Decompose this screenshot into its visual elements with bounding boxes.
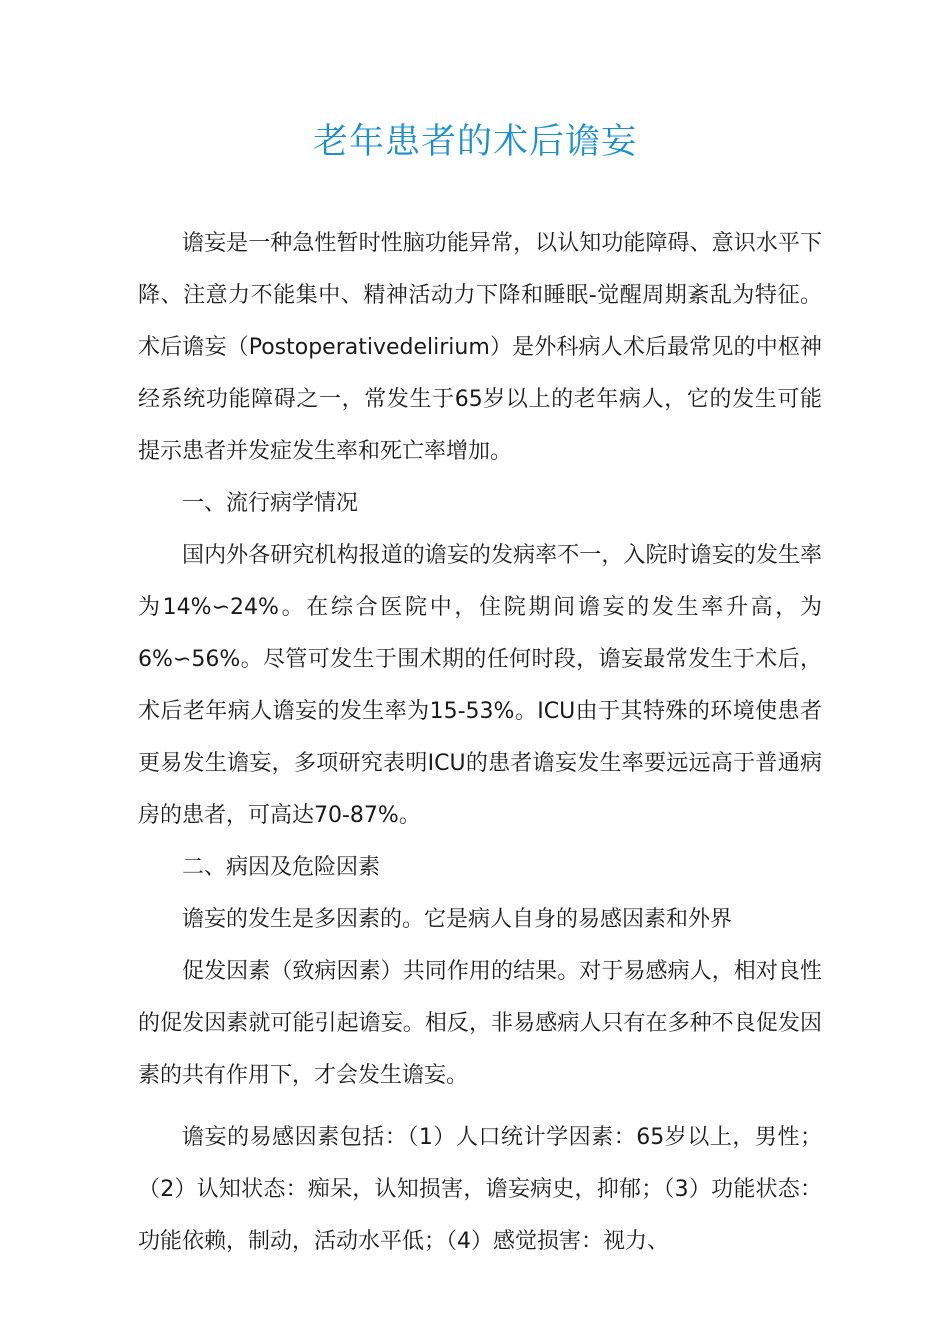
section-heading-causes: 二、病因及危险因素	[182, 855, 381, 880]
paragraph-definition: 谵妄是一种急性暂时性脑功能异常，以认知功能障碍、意识水平下降、注意力不能集中、精神活动力下降和睡眠-觉醒周期紊乱为特征。术后谵妄（Postoperativedelirium）是外科病人术后最常见的中枢神经系统功能障碍之一，常发生于65岁以上的老年病人，它的发生可能提示患者并发症发生率和死亡率增加。	[138, 231, 822, 464]
document-title: 老年患者的术后谵妄	[312, 122, 637, 162]
paragraph-causes-intro: 谵妄的发生是多因素的。它是病人自身的易感因素和外界	[182, 907, 733, 932]
document-body	[138, 218, 822, 1268]
section-heading-epidemiology: 一、流行病学情况	[182, 491, 359, 516]
paragraph-epidemiology: 国内外各研究机构报道的谵妄的发病率不一，入院时谵妄的发生率为14%∽24%。在综合医院中，住院期间谵妄的发生率升高，为6%∽56%。尽管可发生于围术期的任何时段，谵妄最常发生于术后，术后老年病人谵妄的发生率为15-53%。ICU由于其特殊的环境使患者更易发生谵妄，多项研究表明ICU的患者谵妄发生率要远远高于普通病房的患者，可高达70-87%。	[138, 543, 822, 828]
paragraph-susceptibility-factors: 谵妄的易感因素包括：（1）人口统计学因素：65岁以上，男性；（2）认知状态：痴呆，认知损害，谵妄病史，抑郁；（3）功能状态：功能依赖，制动，活动水平低；（4）感觉损害：视力、	[138, 1125, 822, 1254]
paragraph-causes-detail: 促发因素（致病因素）共同作用的结果。对于易感病人，相对良性的促发因素就可能引起谵妄。相反，非易感病人只有在多种不良促发因素的共有作用下，才会发生谵妄。	[138, 959, 822, 1088]
